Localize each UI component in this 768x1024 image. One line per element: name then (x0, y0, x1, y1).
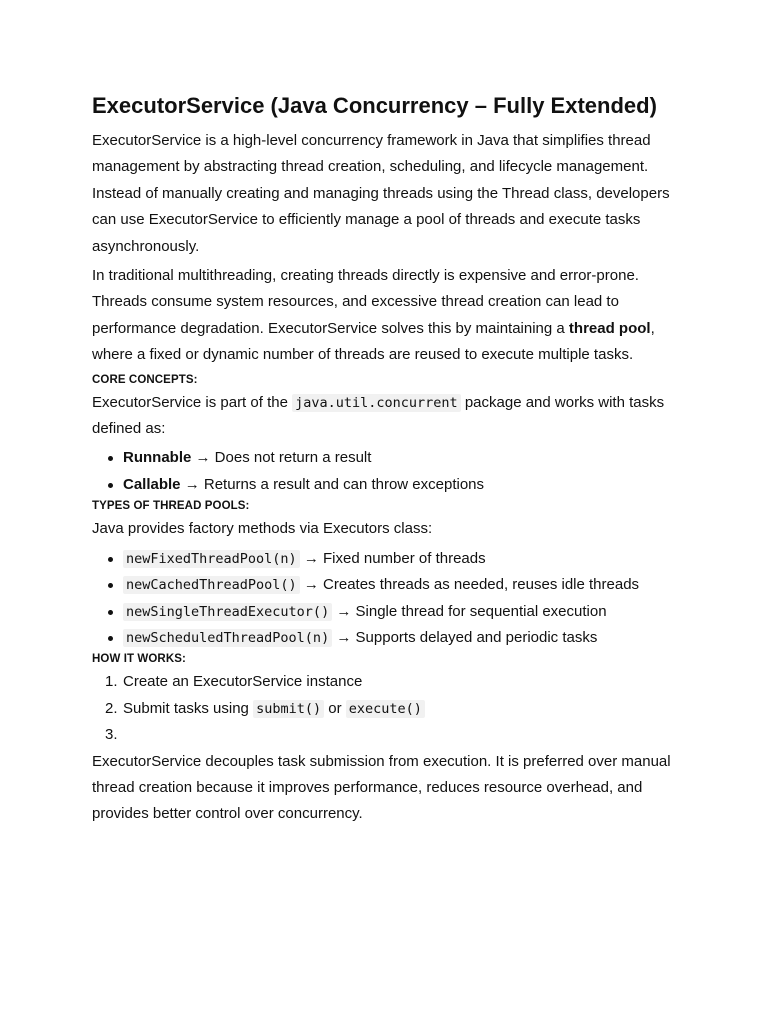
step-text-middle: or (324, 699, 346, 717)
list-item-description: → Supports delayed and periodic tasks (332, 628, 598, 646)
step-text (123, 726, 127, 743)
list-item (123, 572, 682, 598)
thread-pool-paragraph-text-end: , where a fixed or dynamic number of threads are reused to execute multiple tasks. (92, 319, 655, 364)
document-page (92, 86, 682, 831)
list-item (92, 669, 682, 695)
core-concepts-text: ExecutorService is part of the (92, 393, 293, 411)
thread-pool-paragraph (92, 263, 682, 369)
list-item-term: Callable (123, 475, 181, 493)
package-code: java.util.concurrent (292, 394, 461, 412)
step-text: Submit tasks using (123, 699, 254, 717)
thread-pools-intro: Java provides factory methods via Executors class: (92, 520, 433, 538)
step-number: 3. (105, 726, 118, 744)
closing-paragraph: ExecutorService decouples task submission from execution. It is preferred over manual thread creation because it improves performance, reduces resource overhead, and provides better control over concurrency. (92, 752, 671, 823)
steps-list (92, 669, 682, 748)
list-item (123, 599, 682, 625)
list-item (92, 696, 682, 722)
step-text: Create an ExecutorService instance (123, 673, 363, 691)
core-concepts-paragraph (92, 390, 682, 443)
list-item-description: → Returns a result and can throw exceptions (180, 475, 485, 493)
method-code: newFixedThreadPool(n) (123, 550, 300, 568)
task-types-list (92, 445, 682, 498)
core-concepts-heading: CORE CONCEPTS: (92, 373, 198, 386)
method-code: newScheduledThreadPool(n) (123, 629, 332, 647)
list-item (123, 472, 682, 498)
thread-pool-paragraph-text: In traditional multithreading, creating threads directly is expensive and error-prone. Threads consume system resources, and excessive thread creation can lead to performance degradation. ExecutorService solves this by maintaining a (92, 267, 639, 337)
execute-code: execute() (346, 700, 425, 718)
method-code: newSingleThreadExecutor() (123, 603, 332, 621)
document-title: ExecutorService (Java Concurrency – Fully Extended) (92, 93, 657, 118)
list-item (92, 722, 682, 748)
list-item (123, 445, 682, 471)
method-code: newCachedThreadPool() (123, 576, 300, 594)
intro-paragraph: ExecutorService is a high-level concurrency framework in Java that simplifies thread management by abstracting thread creation, scheduling, and lifecycle management. Instead of manually creating and managing threads using the Thread class, developers can use ExecutorService to efficiently manage a pool of threads and execute tasks asynchronously. (92, 132, 670, 255)
step-number: 1. (105, 673, 118, 691)
list-item-term: Runnable (123, 449, 192, 467)
thread-pool-bold-term: thread pool (568, 319, 651, 337)
list-item-description: → Does not return a result (191, 449, 372, 467)
list-item (123, 625, 682, 651)
list-item-description: → Creates threads as needed, reuses idle threads (299, 576, 640, 594)
list-item (123, 546, 682, 572)
how-it-works-heading: HOW IT WORKS: (92, 653, 186, 666)
core-concepts-text-end: package and works with tasks defined as: (92, 393, 665, 438)
step-number: 2. (105, 699, 118, 717)
thread-pools-list (92, 546, 682, 652)
thread-pools-heading: TYPES OF THREAD POOLS: (92, 500, 250, 513)
submit-code: submit() (253, 700, 324, 718)
list-item-description: → Single thread for sequential execution (332, 602, 607, 620)
list-item-description: → Fixed number of threads (299, 549, 486, 567)
